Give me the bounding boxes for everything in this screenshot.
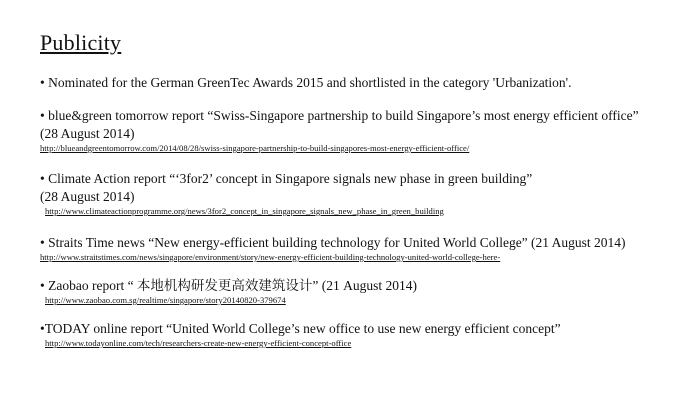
item-text: • Nominated for the German GreenTec Awards 2015 and shortlisted in the category 'Urbanization'.: [40, 75, 572, 90]
list-item-climate-action: [40, 170, 532, 206]
item-text: • blue&green tomorrow report “Swiss-Singapore partnership to build Singapore’s most energy efficient office”: [40, 108, 639, 123]
link-zaobao[interactable]: http://www.zaobao.com.sg/realtime/singapore/story20140820-379674: [45, 295, 286, 305]
page-title: Publicity: [40, 30, 122, 55]
link-blueandgreen[interactable]: http://blueandgreentomorrow.com/2014/08/28/swiss-singapore-partnership-to-build-singapores-most-energy-efficient-office/: [40, 143, 470, 153]
item-text: • Zaobao report “ 本地机构研发更高效建筑设计” (21 August 2014): [40, 278, 418, 293]
list-item-blueandgreen: [40, 107, 639, 143]
link-climate-action[interactable]: http://www.climateactionprogramme.org/news/3for2_concept_in_singapore_signals_new_phase_in_green_building: [45, 206, 444, 216]
list-item-straits-times: [40, 234, 626, 252]
item-date: (28 August 2014): [40, 189, 135, 204]
link-straits-times[interactable]: http://www.straitstimes.com/news/singapore/environment/story/new-energy-efficient-building-technology-united-world-college-here-: [40, 252, 501, 262]
item-text: • Straits Time news “New energy-efficient building technology for United World College” (21 August 2014): [40, 235, 626, 250]
list-item-zaobao: [40, 277, 417, 295]
item-date: (28 August 2014): [40, 126, 135, 141]
link-today[interactable]: http://www.todayonline.com/tech/researchers-create-new-energy-efficient-concept-office: [45, 338, 352, 348]
list-item-today: [40, 320, 561, 338]
item-text: • Climate Action report “‘3for2’ concept in Singapore signals new phase in green building”: [40, 171, 533, 186]
list-item-greentec: [40, 74, 572, 92]
item-text: •TODAY online report “United World College’s new office to use new energy efficient concept”: [40, 321, 561, 336]
